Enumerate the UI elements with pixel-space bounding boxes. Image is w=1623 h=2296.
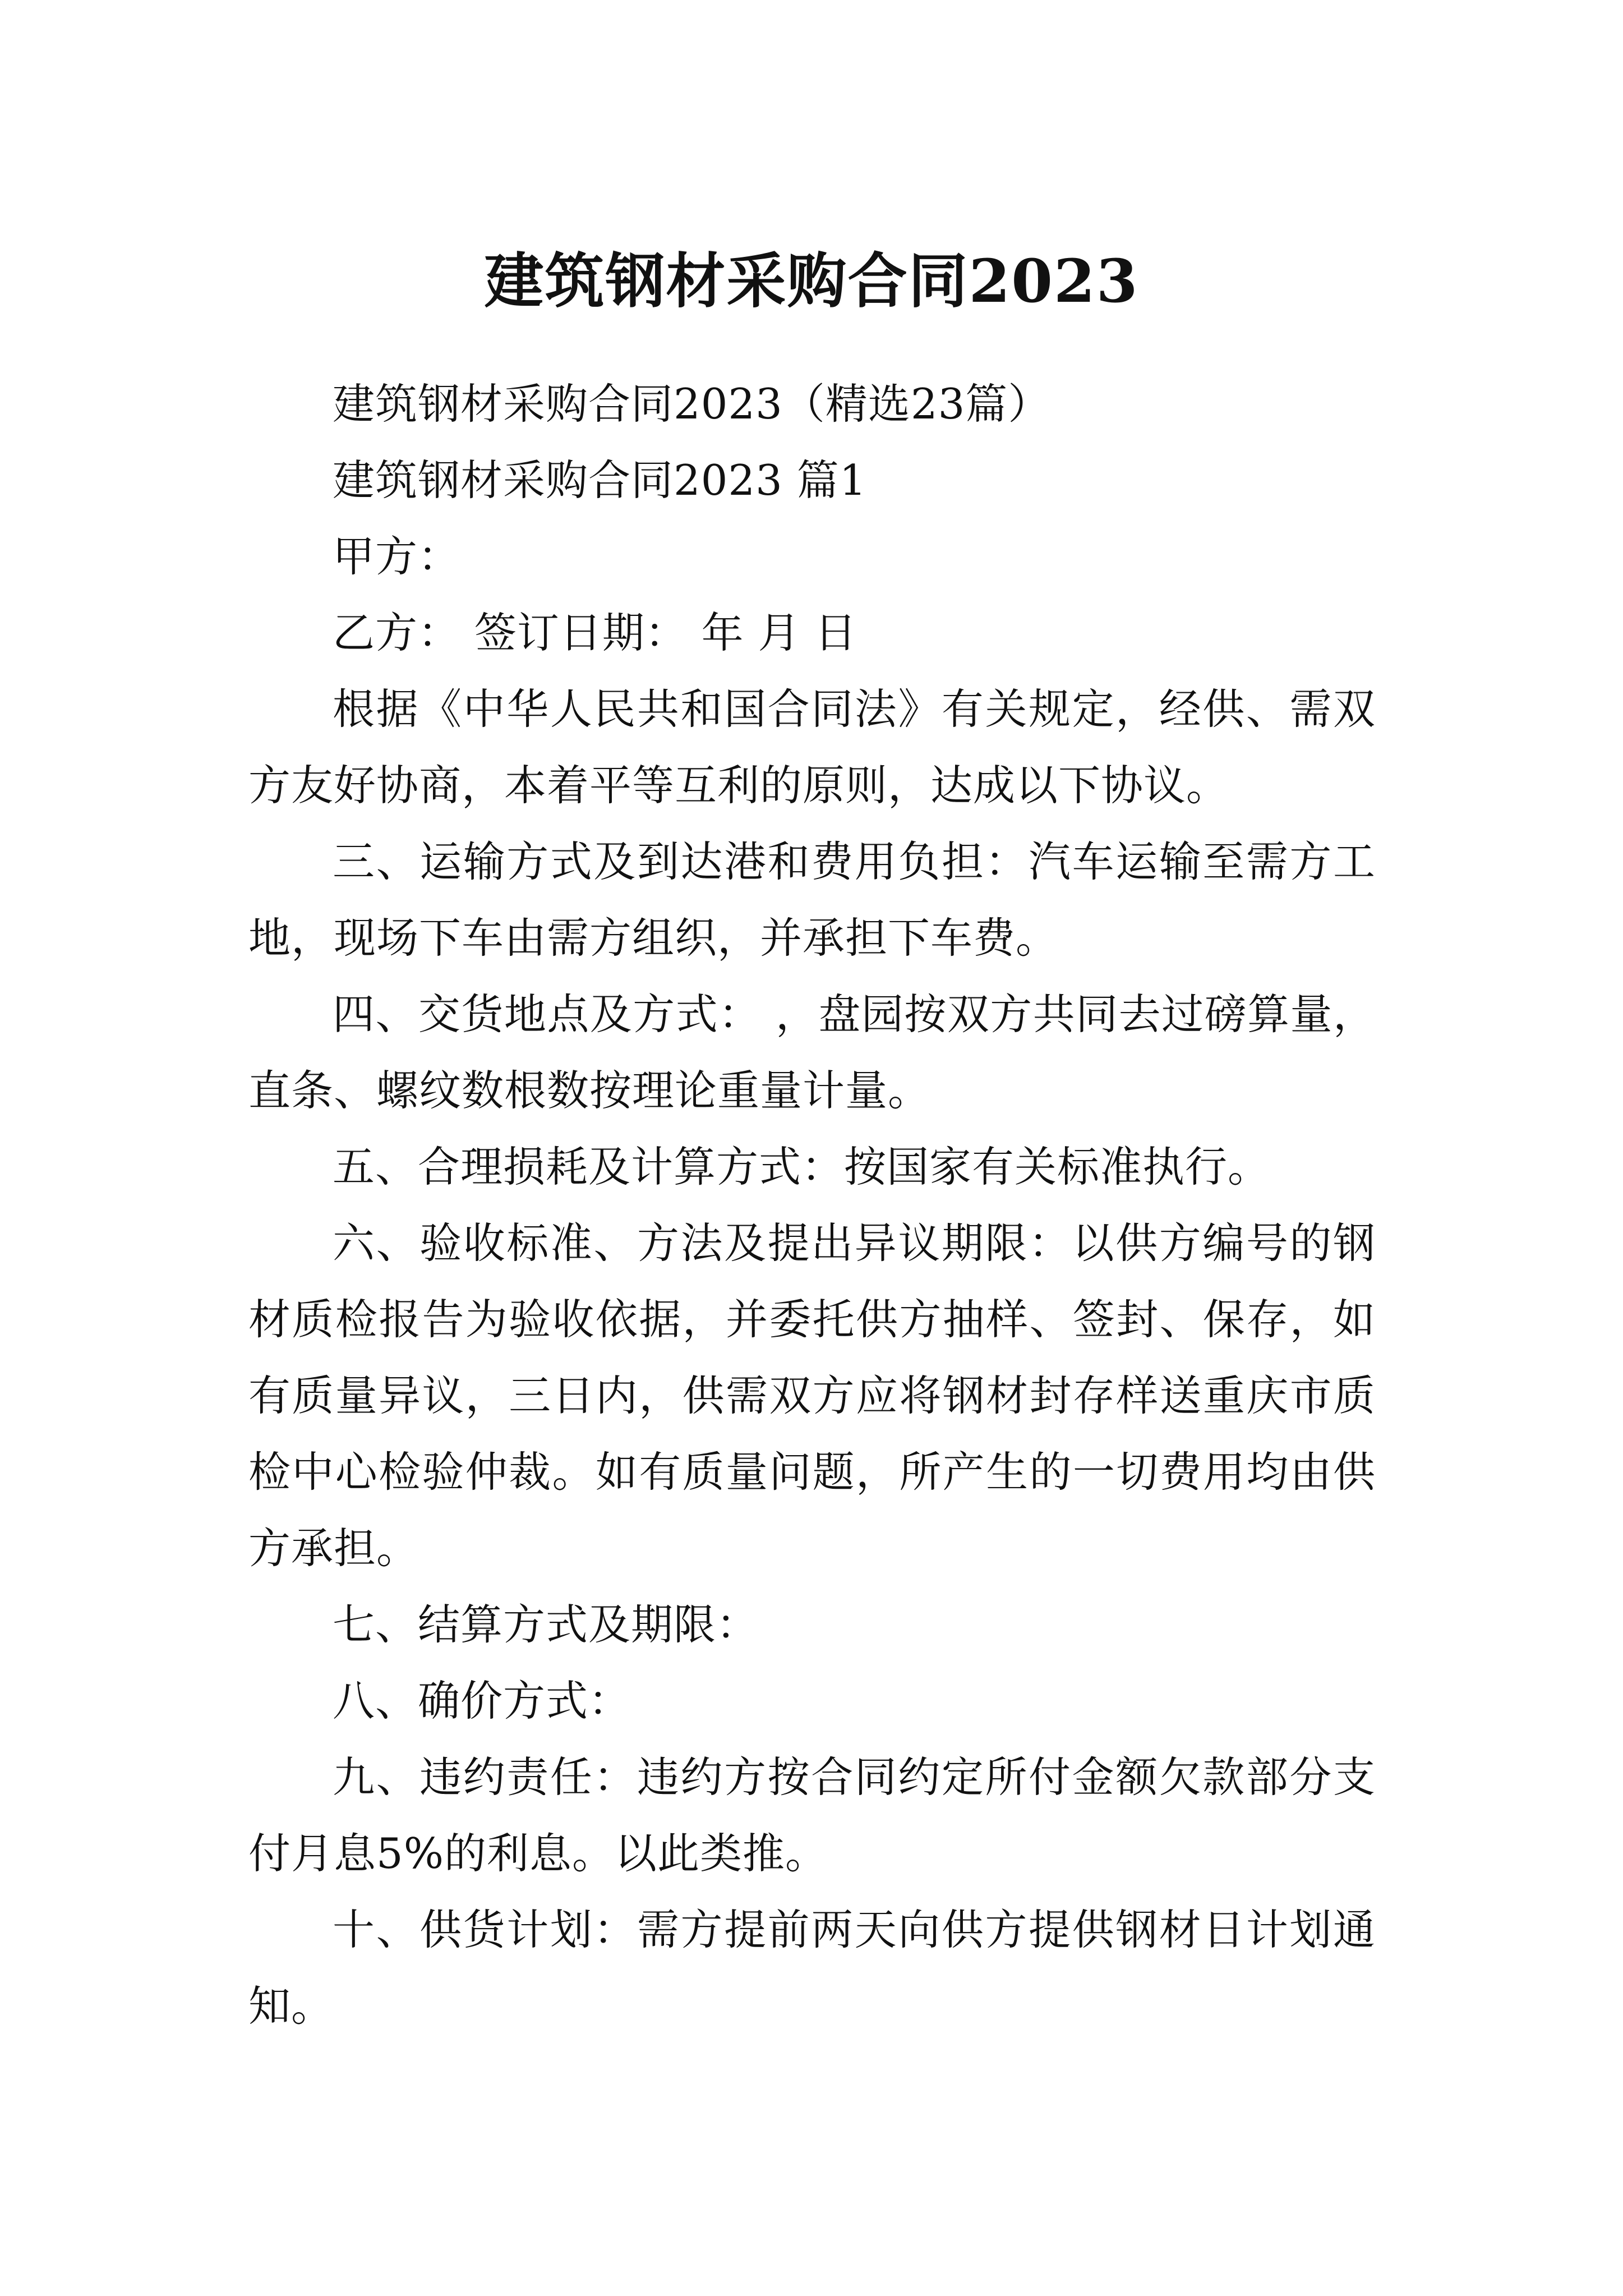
document-title: 建筑钢材采购合同2023	[484, 246, 1139, 316]
paragraph-clause-4: 四、交货地点及方式： ，盘园按双方共同去过磅算量，直条、螺纹数根数按理论重量计量。	[248, 990, 1376, 1115]
paragraph-section-heading: 建筑钢材采购合同2023 篇1	[333, 455, 867, 505]
paragraph-preamble: 根据《中华人民共和国合同法》有关规定，经供、需双方友好协商，本着平等互利的原则，达成以下协议。	[248, 684, 1376, 810]
paragraph-party-b-date: 乙方： 签订日期： 年 月 日	[333, 608, 857, 657]
paragraph-subtitle: 建筑钢材采购合同2023（精选23篇）	[333, 379, 1051, 429]
paragraph-clause-7: 七、结算方式及期限：	[333, 1600, 759, 1649]
paragraph-clause-8: 八、确价方式：	[333, 1676, 631, 1726]
document-body	[248, 366, 1376, 2044]
paragraph-clause-5: 五、合理损耗及计算方式：按国家有关标准执行。	[333, 1142, 1271, 1191]
paragraph-clause-10: 十、供货计划：需方提前两天向供方提供钢材日计划通知。	[248, 1905, 1376, 2031]
paragraph-clause-9: 九、违约责任：违约方按合同约定所付金额欠款部分支付月息5%的利息。以此类推。	[248, 1752, 1376, 1878]
paragraph-clause-3: 三、运输方式及到达港和费用负担：汽车运输至需方工地，现场下车由需方组织，并承担下车费。	[248, 837, 1376, 963]
paragraph-party-a: 甲方：	[333, 532, 461, 581]
paragraph-clause-6: 六、验收标准、方法及提出异议期限：以供方编号的钢材质检报告为验收依据，并委托供方抽样、签封、保存，如有质量异议，三日内，供需双方应将钢材封存样送重庆市质检中心检验仲裁。如有质量问题，所产生的一切费用均由供方承担。	[248, 1218, 1376, 1573]
